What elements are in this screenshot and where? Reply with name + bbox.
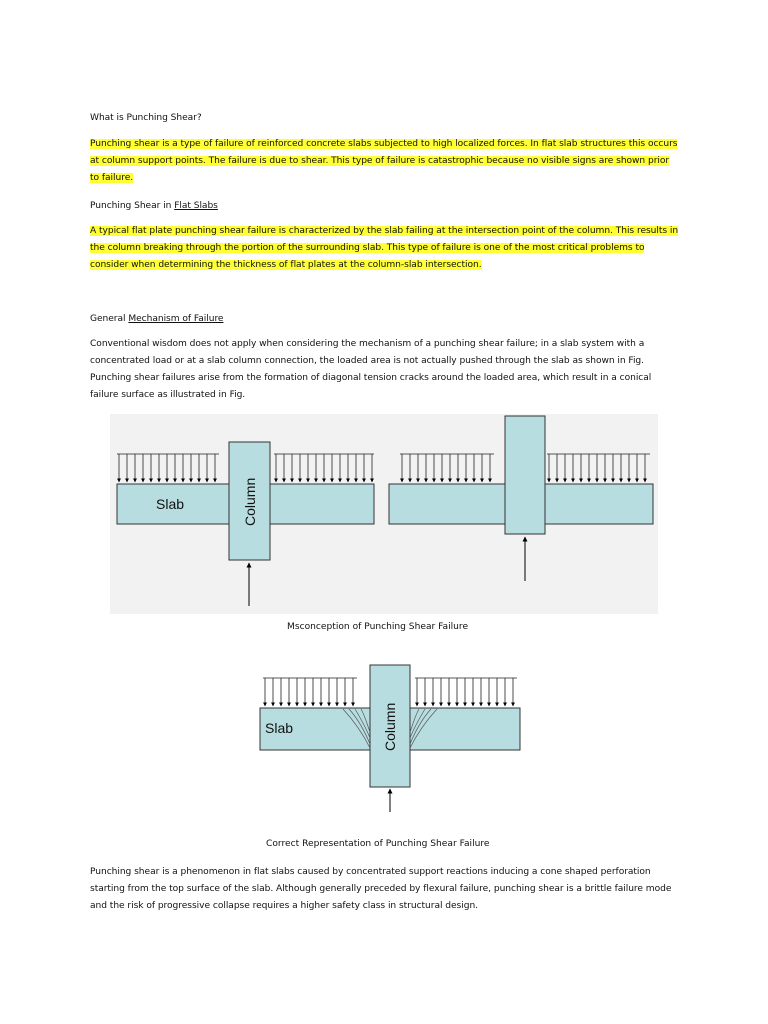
mechanism-of-failure-link[interactable]: Mechanism of Failure: [128, 314, 224, 324]
body-text: Punching shear is a phenomenon in flat slabs caused by concentrated support reactions inducing a cone shaped perforation starting from the top surface of the slab. Although generally preceded by flexural failure, punching shear is a brittle failure mode and the risk of progressive collapse requires a higher safety class in structural design.: [90, 867, 672, 911]
heading-punching-shear-flat-slabs: [90, 198, 680, 215]
figure-correct-representation-diagram: [259, 664, 521, 814]
highlighted-text: Punching shear is a type of failure of reinforced concrete slabs subjected to high localized forces. In flat slab structures this occurs at column support points. The failure is due to shear. This type of failure is catastrophic because no visible signs are shown prior to failure.: [90, 139, 678, 183]
figure-misconception-diagram: [110, 414, 658, 614]
heading-text: Punching Shear in: [90, 201, 175, 211]
heading-text: General: [90, 314, 129, 324]
body-text: Conventional wisdom does not apply when considering the mechanism of a punching shear failure; in a slab system with a concentrated load or at a slab column connection, the loaded area is not actually pushed through the slab as shown in Fig. Punching shear failures arise from the formation of diagonal tension cracks around the loaded area, which result in a conical failure surface as illustrated in Fig.: [90, 339, 652, 400]
column-label: Column: [242, 477, 258, 526]
paragraph-mechanism: [90, 336, 680, 404]
figure1-caption: Msconception of Punching Shear Failure: [287, 622, 469, 632]
highlighted-text: A typical flat plate punching shear failure is characterized by the slab failing at the intersection point of the column. This results in the column breaking through the portion of the surrounding slab. This type of failure is one of the most critical problems to consider when determining the thickness of flat plates at the column-slab intersection.: [90, 226, 679, 270]
paragraph-definition: [90, 136, 680, 187]
column-label: Column: [382, 702, 398, 751]
paragraph-flat-plate: [90, 223, 680, 274]
flat-slabs-link[interactable]: Flat Slabs: [174, 201, 218, 211]
column-shape: [505, 416, 545, 534]
heading-general-mechanism: [90, 311, 680, 328]
figure2-caption: Correct Representation of Punching Shear Failure: [266, 839, 490, 849]
heading-text: What is Punching Shear?: [90, 113, 202, 123]
heading-what-is-punching-shear: [90, 110, 680, 127]
paragraph-phenomenon: [90, 864, 682, 915]
slab-label: Slab: [156, 496, 185, 512]
slab-label: Slab: [265, 720, 294, 736]
